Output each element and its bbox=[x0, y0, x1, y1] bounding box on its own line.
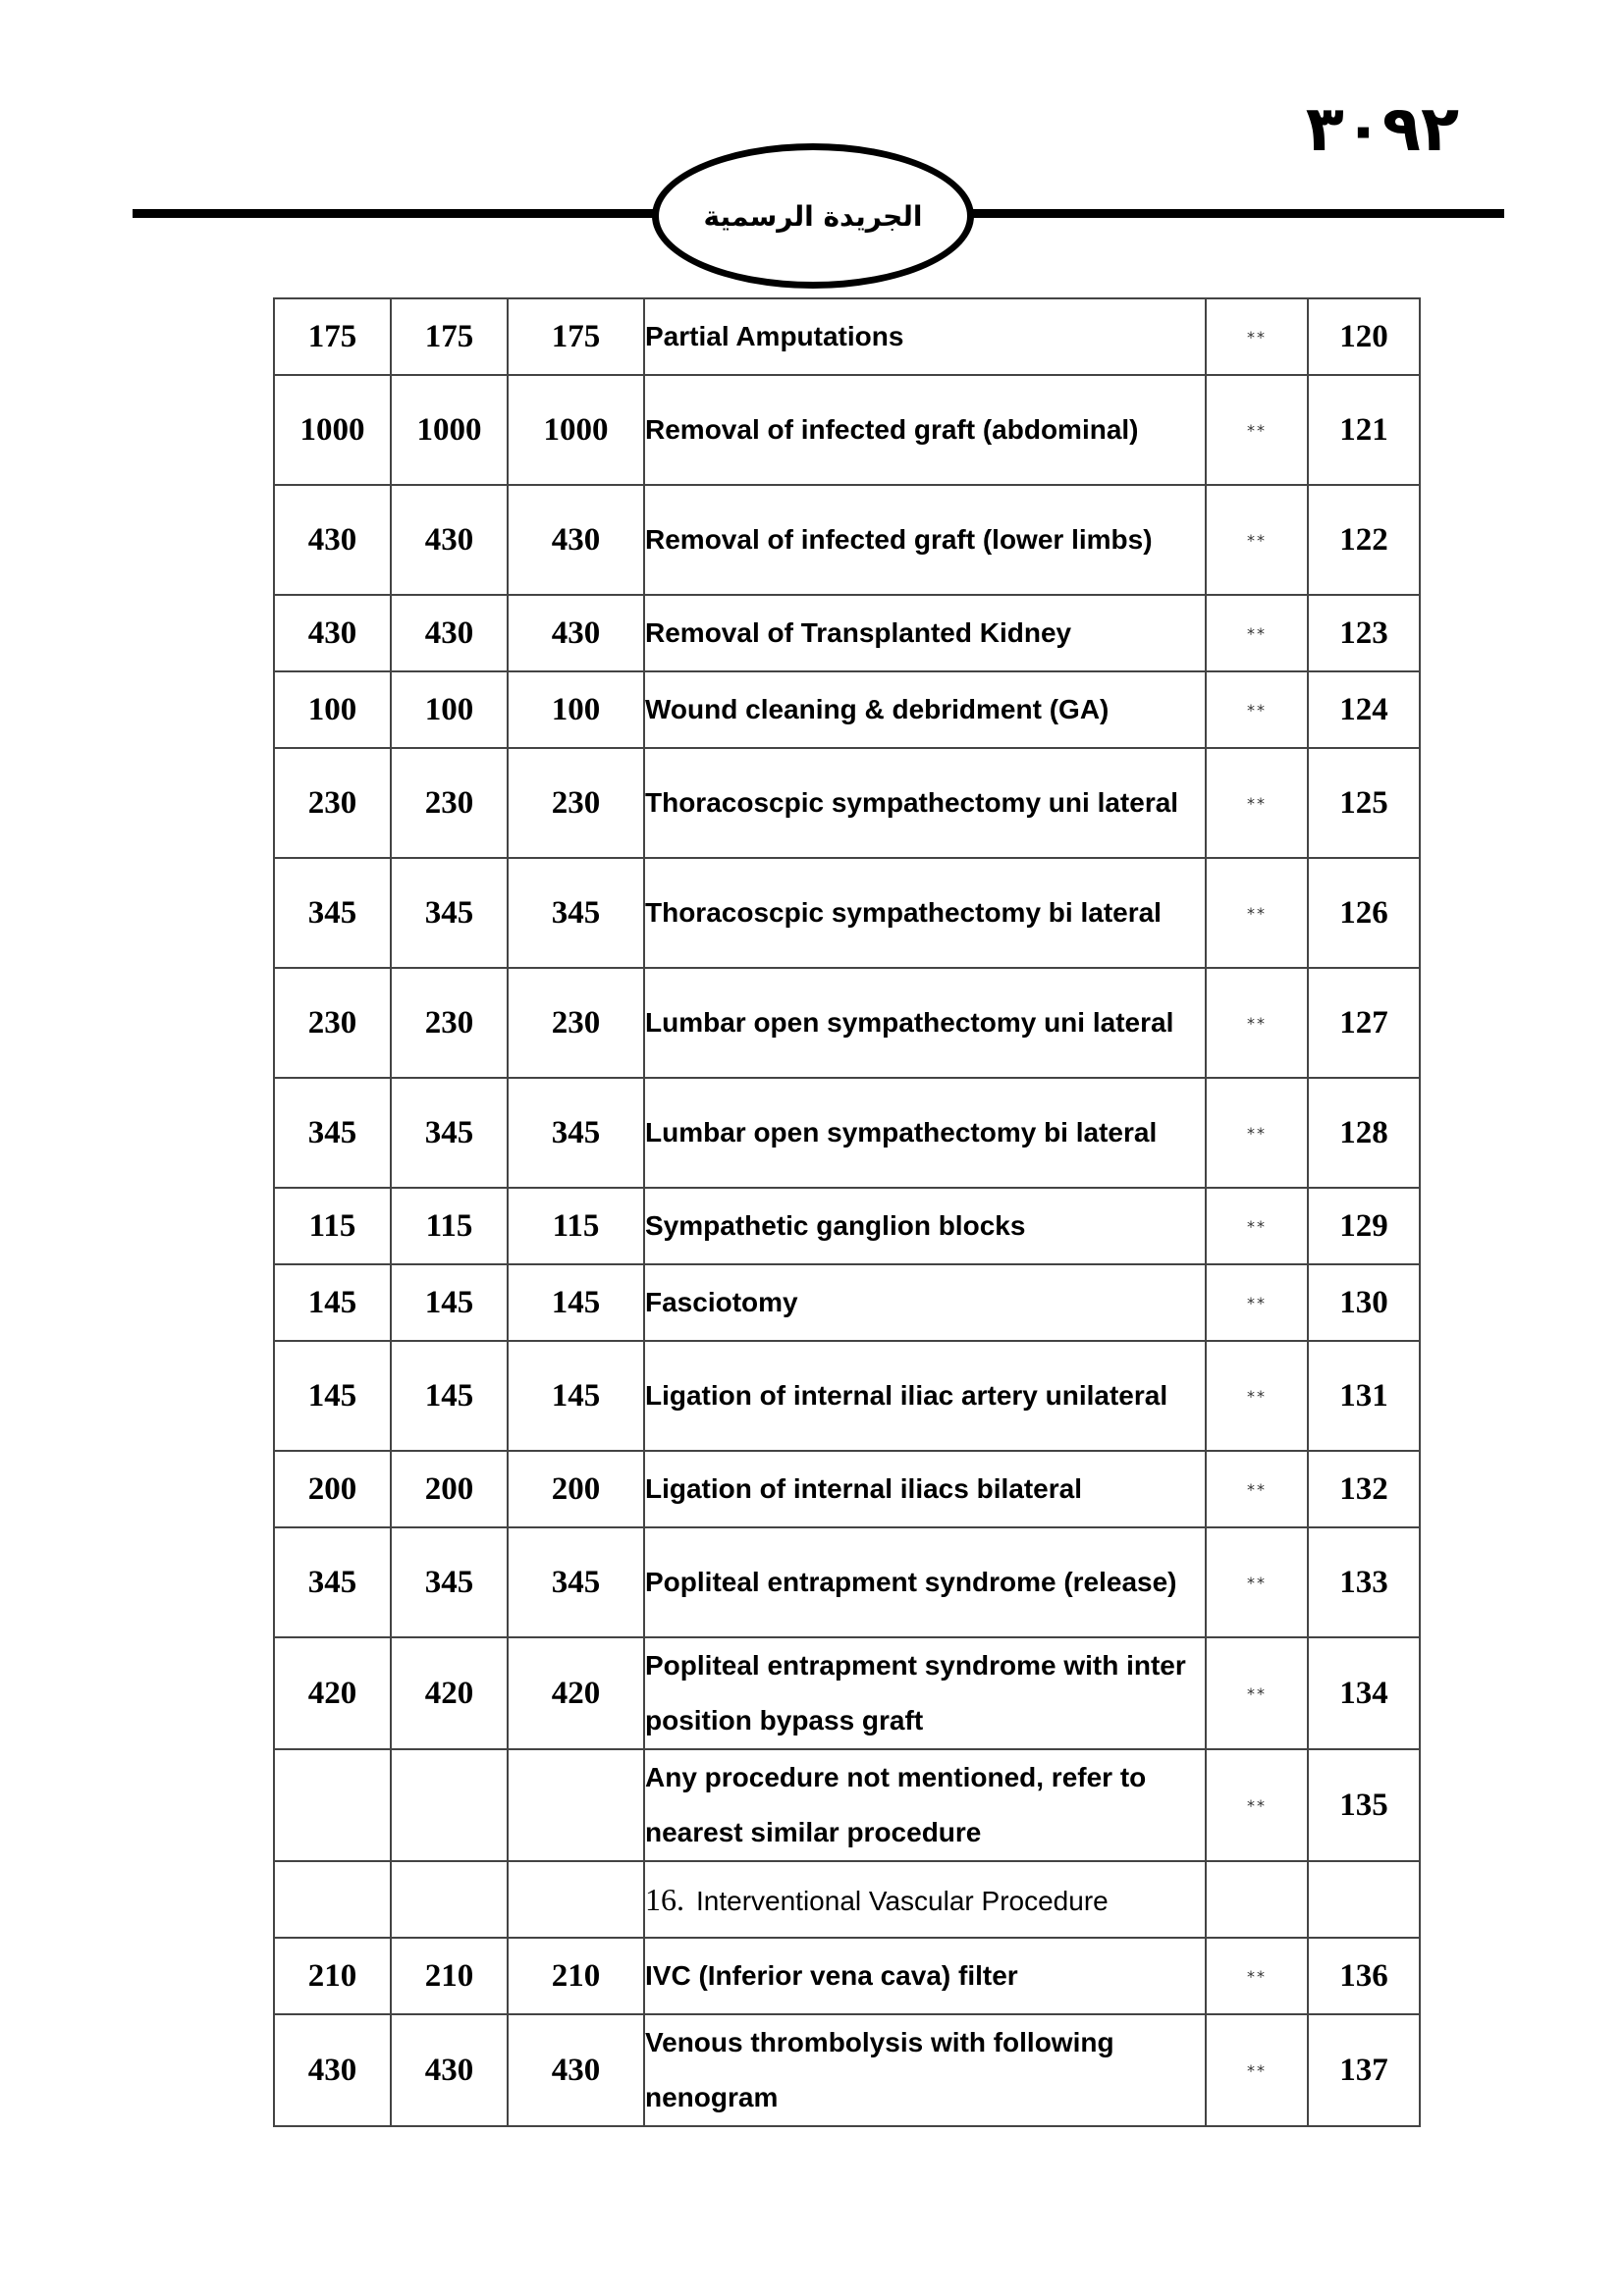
fee-cell-1: 1000 bbox=[274, 375, 391, 485]
table-row bbox=[274, 1188, 1420, 1264]
fee-cell-1: 230 bbox=[274, 968, 391, 1078]
code-cell: 123 bbox=[1308, 595, 1420, 671]
empty-cell bbox=[274, 1861, 391, 1938]
section-title: Interventional Vascular Procedure bbox=[696, 1885, 1109, 1916]
procedure-cell: Fasciotomy bbox=[644, 1264, 1206, 1341]
fee-cell-2: 230 bbox=[391, 748, 508, 858]
fee-cell-1: 210 bbox=[274, 1938, 391, 2014]
asterisk-mark: ** bbox=[1206, 1527, 1308, 1637]
procedure-cell: Thoracoscpic sympathectomy bi lateral bbox=[644, 858, 1206, 968]
fee-cell-2: 230 bbox=[391, 968, 508, 1078]
fee-cell-3 bbox=[508, 1749, 644, 1861]
fee-cell-3: 430 bbox=[508, 485, 644, 595]
table-row bbox=[274, 858, 1420, 968]
fee-table bbox=[273, 297, 1421, 2127]
asterisk-mark: ** bbox=[1206, 1451, 1308, 1527]
asterisk-mark: ** bbox=[1206, 1188, 1308, 1264]
fee-cell-3: 115 bbox=[508, 1188, 644, 1264]
asterisk-mark: ** bbox=[1206, 1341, 1308, 1451]
fee-table-body bbox=[274, 298, 1420, 2126]
code-cell: 134 bbox=[1308, 1637, 1420, 1749]
table-row bbox=[274, 375, 1420, 485]
code-cell: 131 bbox=[1308, 1341, 1420, 1451]
procedure-cell: Partial Amputations bbox=[644, 298, 1206, 375]
fee-cell-1: 430 bbox=[274, 485, 391, 595]
code-cell: 127 bbox=[1308, 968, 1420, 1078]
fee-cell-1: 115 bbox=[274, 1188, 391, 1264]
fee-cell-2: 430 bbox=[391, 2014, 508, 2126]
empty-cell bbox=[391, 1861, 508, 1938]
fee-cell-3: 175 bbox=[508, 298, 644, 375]
procedure-cell: Any procedure not mentioned, refer to nearest similar procedure bbox=[644, 1749, 1206, 1861]
fee-cell-3: 430 bbox=[508, 595, 644, 671]
code-cell: 133 bbox=[1308, 1527, 1420, 1637]
asterisk-mark: ** bbox=[1206, 1078, 1308, 1188]
empty-cell bbox=[1206, 1861, 1308, 1938]
section-header-row bbox=[274, 1861, 1420, 1938]
fee-cell-1: 175 bbox=[274, 298, 391, 375]
code-cell: 121 bbox=[1308, 375, 1420, 485]
code-cell: 129 bbox=[1308, 1188, 1420, 1264]
table-row bbox=[274, 1078, 1420, 1188]
asterisk-mark: ** bbox=[1206, 595, 1308, 671]
fee-cell-2: 345 bbox=[391, 1527, 508, 1637]
code-cell: 126 bbox=[1308, 858, 1420, 968]
procedure-cell: Removal of infected graft (abdominal) bbox=[644, 375, 1206, 485]
fee-cell-3: 210 bbox=[508, 1938, 644, 2014]
fee-cell-1: 345 bbox=[274, 858, 391, 968]
fee-cell-3: 345 bbox=[508, 1527, 644, 1637]
procedure-cell: Lumbar open sympathectomy bi lateral bbox=[644, 1078, 1206, 1188]
page-number: ٣٠٩٢ bbox=[1305, 93, 1459, 166]
fee-cell-1: 430 bbox=[274, 595, 391, 671]
masthead-title: الجريدة الرسمية bbox=[703, 199, 923, 233]
table-row bbox=[274, 968, 1420, 1078]
procedure-cell: Ligation of internal iliacs bilateral bbox=[644, 1451, 1206, 1527]
table-row bbox=[274, 1451, 1420, 1527]
fee-cell-2: 345 bbox=[391, 858, 508, 968]
fee-cell-1: 145 bbox=[274, 1341, 391, 1451]
fee-cell-2: 430 bbox=[391, 485, 508, 595]
fee-cell-3: 200 bbox=[508, 1451, 644, 1527]
fee-cell-2: 145 bbox=[391, 1264, 508, 1341]
fee-cell-2 bbox=[391, 1749, 508, 1861]
asterisk-mark: ** bbox=[1206, 748, 1308, 858]
masthead-ellipse bbox=[652, 143, 974, 289]
fee-cell-1: 230 bbox=[274, 748, 391, 858]
procedure-cell: Thoracoscpic sympathectomy uni lateral bbox=[644, 748, 1206, 858]
table-row bbox=[274, 1749, 1420, 1861]
asterisk-mark: ** bbox=[1206, 1749, 1308, 1861]
procedure-cell: Popliteal entrapment syndrome (release) bbox=[644, 1527, 1206, 1637]
fee-cell-2: 430 bbox=[391, 595, 508, 671]
table-row bbox=[274, 748, 1420, 858]
asterisk-mark: ** bbox=[1206, 2014, 1308, 2126]
asterisk-mark: ** bbox=[1206, 968, 1308, 1078]
fee-cell-2: 345 bbox=[391, 1078, 508, 1188]
table-row bbox=[274, 1637, 1420, 1749]
fee-cell-3: 145 bbox=[508, 1264, 644, 1341]
procedure-cell: Lumbar open sympathectomy uni lateral bbox=[644, 968, 1206, 1078]
code-cell: 120 bbox=[1308, 298, 1420, 375]
fee-cell-2: 100 bbox=[391, 671, 508, 748]
code-cell: 125 bbox=[1308, 748, 1420, 858]
code-cell: 135 bbox=[1308, 1749, 1420, 1861]
procedure-cell: Ligation of internal iliac artery unilateral bbox=[644, 1341, 1206, 1451]
code-cell: 136 bbox=[1308, 1938, 1420, 2014]
fee-cell-2: 1000 bbox=[391, 375, 508, 485]
fee-cell-3: 1000 bbox=[508, 375, 644, 485]
fee-cell-1 bbox=[274, 1749, 391, 1861]
procedure-cell: Popliteal entrapment syndrome with inter position bypass graft bbox=[644, 1637, 1206, 1749]
code-cell: 128 bbox=[1308, 1078, 1420, 1188]
fee-cell-2: 210 bbox=[391, 1938, 508, 2014]
fee-cell-1: 345 bbox=[274, 1078, 391, 1188]
code-cell: 132 bbox=[1308, 1451, 1420, 1527]
header-rule-right bbox=[966, 209, 1504, 218]
fee-cell-3: 430 bbox=[508, 2014, 644, 2126]
fee-cell-1: 420 bbox=[274, 1637, 391, 1749]
asterisk-mark: ** bbox=[1206, 1637, 1308, 1749]
code-cell: 124 bbox=[1308, 671, 1420, 748]
table-row bbox=[274, 485, 1420, 595]
procedure-cell: Venous thrombolysis with following nenogram bbox=[644, 2014, 1206, 2126]
asterisk-mark: ** bbox=[1206, 671, 1308, 748]
table-row bbox=[274, 298, 1420, 375]
fee-cell-2: 420 bbox=[391, 1637, 508, 1749]
procedure-cell: Sympathetic ganglion blocks bbox=[644, 1188, 1206, 1264]
table-row bbox=[274, 1527, 1420, 1637]
fee-cell-3: 230 bbox=[508, 748, 644, 858]
fee-cell-1: 145 bbox=[274, 1264, 391, 1341]
table-row bbox=[274, 1341, 1420, 1451]
fee-cell-2: 200 bbox=[391, 1451, 508, 1527]
asterisk-mark: ** bbox=[1206, 1938, 1308, 2014]
fee-cell-3: 100 bbox=[508, 671, 644, 748]
table-row bbox=[274, 2014, 1420, 2126]
fee-cell-2: 115 bbox=[391, 1188, 508, 1264]
procedure-cell: Removal of Transplanted Kidney bbox=[644, 595, 1206, 671]
asterisk-mark: ** bbox=[1206, 485, 1308, 595]
asterisk-mark: ** bbox=[1206, 1264, 1308, 1341]
asterisk-mark: ** bbox=[1206, 298, 1308, 375]
table-row bbox=[274, 1264, 1420, 1341]
table-row bbox=[274, 1938, 1420, 2014]
fee-cell-2: 145 bbox=[391, 1341, 508, 1451]
table-row bbox=[274, 671, 1420, 748]
procedure-cell: Removal of infected graft (lower limbs) bbox=[644, 485, 1206, 595]
fee-cell-1: 430 bbox=[274, 2014, 391, 2126]
fee-cell-3: 345 bbox=[508, 1078, 644, 1188]
empty-cell bbox=[508, 1861, 644, 1938]
empty-cell bbox=[1308, 1861, 1420, 1938]
section-title-cell bbox=[644, 1861, 1206, 1938]
code-cell: 137 bbox=[1308, 2014, 1420, 2126]
code-cell: 130 bbox=[1308, 1264, 1420, 1341]
procedure-cell: IVC (Inferior vena cava) filter bbox=[644, 1938, 1206, 2014]
table-row bbox=[274, 595, 1420, 671]
fee-cell-3: 420 bbox=[508, 1637, 644, 1749]
fee-cell-3: 145 bbox=[508, 1341, 644, 1451]
fee-cell-1: 200 bbox=[274, 1451, 391, 1527]
fee-cell-1: 345 bbox=[274, 1527, 391, 1637]
fee-cell-3: 345 bbox=[508, 858, 644, 968]
section-number: 16. bbox=[645, 1881, 684, 1917]
fee-cell-1: 100 bbox=[274, 671, 391, 748]
code-cell: 122 bbox=[1308, 485, 1420, 595]
header-rule-left bbox=[133, 209, 658, 218]
fee-cell-3: 230 bbox=[508, 968, 644, 1078]
asterisk-mark: ** bbox=[1206, 375, 1308, 485]
fee-cell-2: 175 bbox=[391, 298, 508, 375]
asterisk-mark: ** bbox=[1206, 858, 1308, 968]
procedure-cell: Wound cleaning & debridment (GA) bbox=[644, 671, 1206, 748]
